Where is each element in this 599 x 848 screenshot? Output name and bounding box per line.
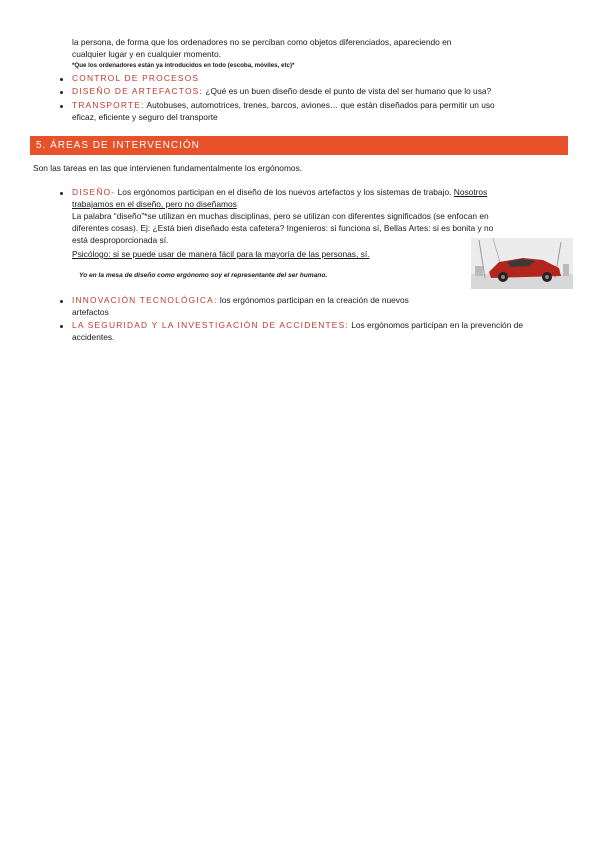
bullet-icon bbox=[60, 78, 63, 81]
item-text: Los ergónomos participan en la prevención de bbox=[348, 320, 524, 330]
list-item-diseno-artefactos bbox=[72, 86, 567, 98]
item-label: DISEÑO DE ARTEFACTOS: bbox=[72, 86, 203, 96]
bullet-icon bbox=[60, 192, 63, 195]
section-header: 5. ÁREAS DE INTERVENCIÓN bbox=[30, 136, 568, 155]
section-intro: Son las tareas en las que intervienen fundamentalmente los ergónomos. bbox=[33, 163, 303, 173]
underlined-line: trabajamos en el diseño, pero no diseñamos bbox=[72, 199, 237, 209]
item-text: ¿Qué es un buen diseño desde el punto de vista del ser humano que lo usa? bbox=[203, 86, 492, 96]
bullet-icon bbox=[60, 91, 63, 94]
italic-note: Yo en la mesa de diseño como ergónomo soy el representante del ser humano. bbox=[79, 272, 328, 279]
underlined-text: Nosotros bbox=[453, 187, 488, 197]
seguridad-line-2: accidentes. bbox=[72, 332, 115, 342]
psicologo-line: Psicólogo: si se puede usar de manera fácil para la mayoría de las personas, sí. bbox=[72, 249, 370, 259]
continuation-line-1: la persona, de forma que los ordenadores no se perciban como objetos diferenciados, apareciendo en bbox=[72, 37, 452, 47]
item-label: TRANSPORTE: bbox=[72, 100, 145, 110]
diseno-para-line-1: La palabra “diseño”*se utilizan en muchas disciplinas, pero se utilizan con diferentes significados (se enfocan en bbox=[72, 211, 489, 221]
item-label: DISEÑO- bbox=[72, 187, 116, 197]
continuation-line-2: cualquier lugar y en cualquier momento. bbox=[72, 49, 221, 59]
list-item-diseno bbox=[72, 187, 567, 199]
diseno-para-line-2: diferentes cosas). Ej: ¿Está bien diseñado esta cafetera? Ingenieros: si funciona sí, Bellas Artes: si es bonita y no bbox=[72, 223, 494, 233]
item-label: INNOVACIÓN TECNOLÓGICA: bbox=[72, 295, 218, 305]
item-text: Autobuses, automotrices, trenes, barcos, aviones… que están diseñados para permitir un uso bbox=[144, 100, 495, 110]
list-item-transporte bbox=[72, 100, 567, 112]
list-item-innovacion bbox=[72, 295, 472, 307]
bullet-icon bbox=[60, 325, 63, 328]
diseno-para-line-3: está desproporcionada sí. bbox=[72, 235, 169, 245]
item-text: Los ergónomos participan en el diseño de los nuevos artefactos y los sistemas de trabajo. bbox=[115, 187, 454, 197]
item-label: CONTROL DE PROCESOS bbox=[72, 73, 200, 83]
list-item-control-procesos bbox=[72, 73, 199, 85]
item-text: los ergónomos participan en la creación de nuevos bbox=[217, 295, 409, 305]
bullet-icon bbox=[60, 300, 63, 303]
item-label: LA SEGURIDAD Y LA INVESTIGACIÓN DE ACCIDENTES: bbox=[72, 320, 349, 330]
transporte-line-2: eficaz, eficiente y seguro del transporte bbox=[72, 112, 218, 122]
car-crash-test-image bbox=[471, 238, 573, 289]
note-text: *Que los ordenadores están ya introducidos en todo (escoba, móviles, etc)* bbox=[72, 62, 295, 69]
car-crash-test-icon bbox=[471, 238, 573, 289]
bullet-icon bbox=[60, 105, 63, 108]
list-item-seguridad bbox=[72, 320, 567, 332]
innovacion-line-2: artefactos bbox=[72, 307, 109, 317]
